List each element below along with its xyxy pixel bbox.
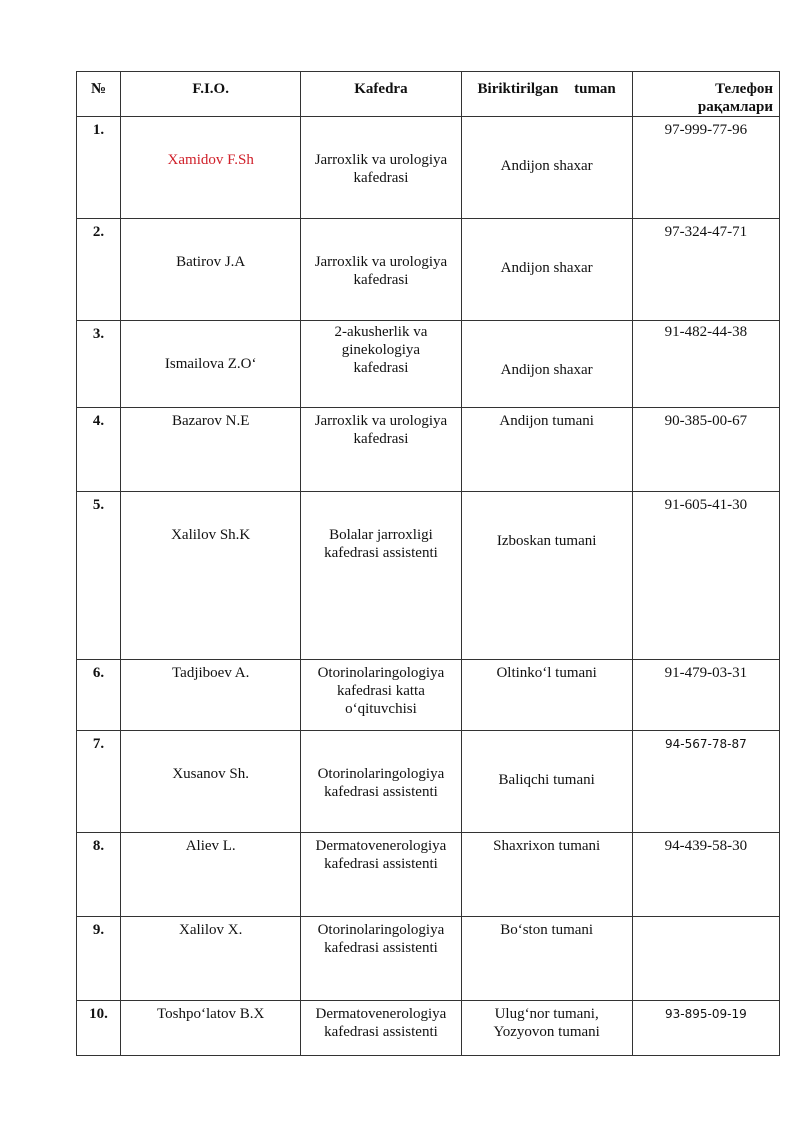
kafedra-line: Otorinolaringologiya xyxy=(317,922,445,938)
row-number: 7. xyxy=(92,736,105,752)
fio-name-cell xyxy=(121,321,301,408)
fio-name-cell xyxy=(121,660,301,731)
row-number-cell xyxy=(77,731,121,833)
kafedra-cell xyxy=(301,660,461,731)
tuman xyxy=(462,1001,632,1041)
row-number: 1. xyxy=(92,122,105,138)
tuman-cell xyxy=(461,117,632,219)
kafedra-line: 2-akusherlik va xyxy=(334,324,428,340)
kafedra-cell xyxy=(301,492,461,660)
row-number-cell xyxy=(77,117,121,219)
table-row xyxy=(77,219,780,321)
tuman-cell xyxy=(461,731,632,833)
fio-name: Bazarov N.E xyxy=(171,413,250,429)
fio-name-cell xyxy=(121,1001,301,1056)
header-telefon xyxy=(632,72,779,117)
tuman-line: Oltinko‘l tumani xyxy=(496,665,597,681)
row-number-cell xyxy=(77,321,121,408)
header-kafedra: Kafedra xyxy=(301,72,461,117)
fio-name-cell xyxy=(121,731,301,833)
table-row xyxy=(77,660,780,731)
row-number: 8. xyxy=(92,838,105,854)
kafedra xyxy=(301,917,460,957)
tuman xyxy=(462,917,632,939)
kafedra-line: kafedrasi assistenti xyxy=(324,784,438,800)
kafedra-cell xyxy=(301,1001,461,1056)
kafedra-line: kafedrasi xyxy=(353,360,409,376)
phone-number: 91-479-03-31 xyxy=(664,665,748,681)
tuman-line: Andijon tumani xyxy=(499,413,594,429)
phone-number: 94-567-78-87 xyxy=(665,737,747,751)
row-number-cell xyxy=(77,492,121,660)
kafedra-line: Jarroxlik va urologiya xyxy=(314,413,448,429)
fio-name: Xalilov X. xyxy=(179,922,243,938)
fio-name: Aliev L. xyxy=(185,838,236,854)
row-number-cell xyxy=(77,833,121,917)
phone-number-cell xyxy=(632,219,779,321)
staff-table xyxy=(76,71,780,1056)
kafedra-cell xyxy=(301,117,461,219)
tuman-line: Yozyovon tumani xyxy=(493,1024,600,1040)
tuman xyxy=(462,492,632,550)
kafedra-cell xyxy=(301,219,461,321)
fio-name: Tadjiboev A. xyxy=(172,665,250,681)
kafedra xyxy=(301,219,460,289)
tuman-line: Andijon shaxar xyxy=(500,362,593,378)
row-number: 10. xyxy=(89,1006,108,1022)
phone-number: 90-385-00-67 xyxy=(664,413,748,429)
kafedra xyxy=(301,833,460,873)
fio-name: Ismailova Z.O‘ xyxy=(164,356,257,372)
row-number-cell xyxy=(77,219,121,321)
tuman-line: Andijon shaxar xyxy=(500,158,593,174)
table-row xyxy=(77,1001,780,1056)
tuman xyxy=(462,833,632,855)
phone-number-cell xyxy=(632,731,779,833)
table-row xyxy=(77,117,780,219)
row-number: 2. xyxy=(92,224,105,240)
phone-number xyxy=(633,917,779,921)
phone-number-cell xyxy=(632,117,779,219)
phone-number-cell xyxy=(632,833,779,917)
fio-name-cell xyxy=(121,492,301,660)
fio-name: Xalilov Sh.K xyxy=(171,527,251,543)
kafedra xyxy=(301,408,460,448)
fio-name-cell xyxy=(121,833,301,917)
row-number: 4. xyxy=(92,413,105,429)
phone-number-cell xyxy=(632,660,779,731)
tuman-cell xyxy=(461,833,632,917)
kafedra-line: Dermatovenerologiya xyxy=(315,838,447,854)
row-number-cell xyxy=(77,1001,121,1056)
tuman xyxy=(462,660,632,682)
kafedra-line: Jarroxlik va urologiya xyxy=(314,152,448,168)
tuman-line: Bo‘ston tumani xyxy=(500,922,594,938)
header-tuman: Biriktirilgan tuman xyxy=(461,72,632,117)
tuman-cell xyxy=(461,917,632,1001)
kafedra xyxy=(301,117,460,187)
table-body xyxy=(77,117,780,1056)
phone-number-cell xyxy=(632,1001,779,1056)
kafedra-line: kafedrasi xyxy=(353,431,409,447)
header-telefon-line1: Телефон xyxy=(715,81,773,97)
row-number-cell xyxy=(77,660,121,731)
kafedra-line: Dermatovenerologiya xyxy=(315,1006,447,1022)
tuman-line: Andijon shaxar xyxy=(500,260,593,276)
phone-number: 97-999-77-96 xyxy=(664,122,748,138)
kafedra xyxy=(301,660,460,718)
kafedra-line: Otorinolaringologiya xyxy=(317,665,445,681)
row-number-cell xyxy=(77,917,121,1001)
table-row xyxy=(77,731,780,833)
tuman-line: Baliqchi tumani xyxy=(498,772,595,788)
table-row xyxy=(77,408,780,492)
kafedra-line: Otorinolaringologiya xyxy=(317,766,445,782)
tuman xyxy=(462,219,632,277)
kafedra-cell xyxy=(301,731,461,833)
kafedra-line: kafedrasi xyxy=(353,170,409,186)
table-row xyxy=(77,492,780,660)
kafedra-line: o‘qituvchisi xyxy=(345,701,417,717)
kafedra-line: ginekologiya xyxy=(341,342,421,358)
fio-name: Toshpo‘latov B.X xyxy=(157,1006,265,1022)
phone-number: 93-895-09-19 xyxy=(665,1007,747,1021)
kafedra-line: Bolalar jarroxligi xyxy=(329,527,433,543)
header-fio: F.I.O. xyxy=(121,72,301,117)
fio-name-cell xyxy=(121,117,301,219)
fio-name-cell xyxy=(121,219,301,321)
fio-name: Xusanov Sh. xyxy=(172,766,250,782)
kafedra-line: kafedrasi katta xyxy=(336,683,425,699)
kafedra-line: Jarroxlik va urologiya xyxy=(314,254,448,270)
tuman-cell xyxy=(461,408,632,492)
kafedra xyxy=(301,731,460,801)
kafedra-cell xyxy=(301,321,461,408)
table-row xyxy=(77,917,780,1001)
fio-name: Batirov J.A xyxy=(176,254,246,270)
tuman-cell xyxy=(461,1001,632,1056)
kafedra xyxy=(301,321,460,377)
kafedra-cell xyxy=(301,408,461,492)
phone-number: 94-439-58-30 xyxy=(664,838,748,854)
kafedra-cell xyxy=(301,833,461,917)
kafedra-line: kafedrasi assistenti xyxy=(324,545,438,561)
tuman-cell xyxy=(461,321,632,408)
tuman-cell xyxy=(461,660,632,731)
kafedra-line: kafedrasi assistenti xyxy=(324,940,438,956)
phone-number: 91-605-41-30 xyxy=(664,497,748,513)
row-number-cell xyxy=(77,408,121,492)
kafedra xyxy=(301,492,460,562)
kafedra xyxy=(301,1001,460,1041)
tuman xyxy=(462,117,632,175)
phone-number-cell xyxy=(632,492,779,660)
tuman xyxy=(462,408,632,430)
row-number: 9. xyxy=(92,922,105,938)
phone-number-cell xyxy=(632,917,779,1001)
table-row xyxy=(77,321,780,408)
tuman-line: Shaxrixon tumani xyxy=(493,838,601,854)
fio-name: Xamidov F.Sh xyxy=(167,152,254,168)
fio-name-cell xyxy=(121,408,301,492)
tuman-line: Izboskan tumani xyxy=(496,533,597,549)
table-header-row xyxy=(77,72,780,117)
row-number: 3. xyxy=(92,326,105,342)
tuman-line: Ulug‘nor tumani, xyxy=(494,1006,599,1022)
row-number: 5. xyxy=(92,497,105,513)
tuman xyxy=(462,731,632,789)
kafedra-cell xyxy=(301,917,461,1001)
kafedra-line: kafedrasi xyxy=(353,272,409,288)
phone-number: 97-324-47-71 xyxy=(664,224,748,240)
kafedra-line: kafedrasi assistenti xyxy=(324,856,438,872)
phone-number-cell xyxy=(632,321,779,408)
kafedra-line: kafedrasi assistenti xyxy=(324,1024,438,1040)
row-number: 6. xyxy=(92,665,105,681)
table-row xyxy=(77,833,780,917)
phone-number: 91-482-44-38 xyxy=(664,324,748,340)
phone-number-cell xyxy=(632,408,779,492)
header-telefon-line2: рақамлари xyxy=(697,99,773,115)
tuman-cell xyxy=(461,219,632,321)
header-num: № xyxy=(77,72,121,117)
tuman-cell xyxy=(461,492,632,660)
tuman xyxy=(462,321,632,379)
fio-name-cell xyxy=(121,917,301,1001)
